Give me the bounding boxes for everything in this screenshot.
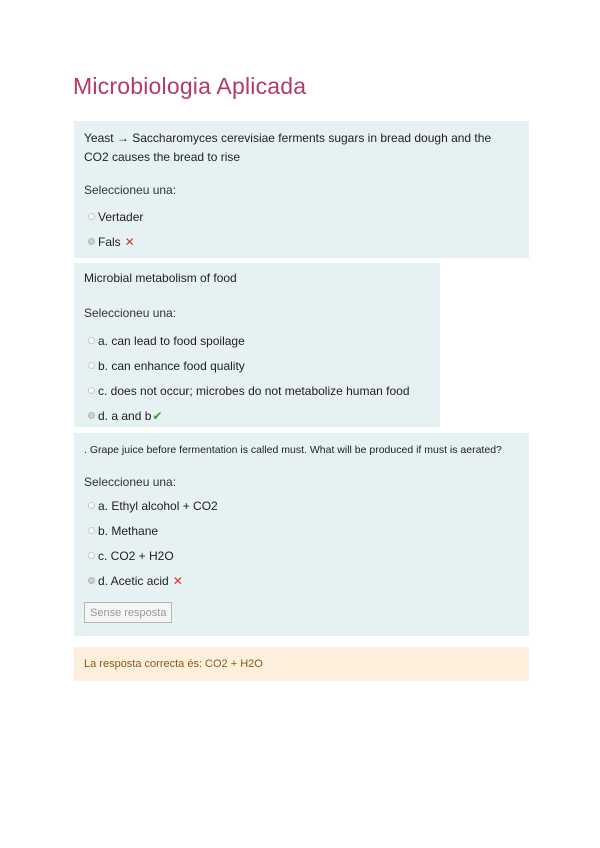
answer-option-a[interactable] <box>84 493 218 518</box>
answer-option-fals[interactable] <box>84 229 143 254</box>
answer-option-a[interactable] <box>84 328 410 353</box>
answer-label: d. a and b <box>98 408 152 423</box>
no-answer-button[interactable]: Sense resposta <box>84 602 172 623</box>
answer-option-c[interactable] <box>84 543 218 568</box>
question-prompt: Seleccioneu una: <box>84 183 177 197</box>
question-text: . Grape juice before fermentation is called must. What will be produced if must is aerated? <box>84 444 502 456</box>
radio-button[interactable] <box>88 552 95 559</box>
incorrect-icon: ✕ <box>172 573 183 588</box>
answer-option-vertader[interactable] <box>84 204 143 229</box>
answer-label: Fals <box>98 234 121 249</box>
answer-label: Vertader <box>98 209 144 224</box>
incorrect-icon: ✕ <box>124 234 135 249</box>
answer-options <box>84 493 218 593</box>
answer-option-d[interactable] <box>84 568 218 593</box>
answer-option-c[interactable] <box>84 378 410 403</box>
radio-button[interactable] <box>88 387 95 394</box>
question-prompt: Seleccioneu una: <box>84 475 177 489</box>
answer-label: b. Methane <box>98 523 159 538</box>
answer-label: c. CO2 + H2O <box>98 548 174 563</box>
question-3 <box>74 433 529 636</box>
radio-button[interactable] <box>88 337 95 344</box>
correct-answer-feedback: La resposta correcta és: CO2 + H2O <box>74 647 529 681</box>
answer-label: b. can enhance food quality <box>98 358 245 373</box>
question-1 <box>74 121 529 258</box>
question-2 <box>74 263 440 427</box>
correct-check-icon: ✔ <box>152 408 163 423</box>
radio-button[interactable] <box>88 502 95 509</box>
answer-option-b[interactable] <box>84 353 410 378</box>
radio-button-selected[interactable] <box>88 577 95 584</box>
question-prompt: Seleccioneu una: <box>84 306 177 320</box>
question-text: Microbial metabolism of food <box>84 271 237 285</box>
answer-options <box>84 204 143 254</box>
answer-option-d[interactable] <box>84 403 410 428</box>
answer-label: d. Acetic acid <box>98 573 169 588</box>
answer-options <box>84 328 410 428</box>
answer-option-b[interactable] <box>84 518 218 543</box>
radio-button-selected[interactable] <box>88 238 95 245</box>
answer-label: c. does not occur; microbes do not metabolize human food <box>98 383 410 398</box>
radio-button[interactable] <box>88 362 95 369</box>
radio-button[interactable] <box>88 527 95 534</box>
page-title: Microbiologia Aplicada <box>73 73 307 99</box>
answer-label: a. can lead to food spoilage <box>98 333 245 348</box>
radio-button-selected[interactable] <box>88 412 95 419</box>
answer-label: a. Ethyl alcohol + CO2 <box>98 498 218 513</box>
question-text: Yeast → Saccharomyces cerevisiae ferments sugars in bread dough and the CO2 causes the bread to rise <box>84 131 492 164</box>
radio-button[interactable] <box>88 213 95 220</box>
